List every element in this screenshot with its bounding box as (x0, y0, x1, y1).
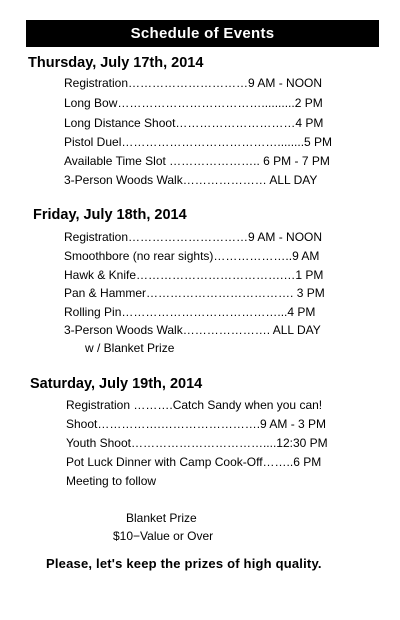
event-row: Shoot…………….…………………….9 AM - 3 PM (66, 417, 327, 431)
event-row: Long Distance Shoot…………………………4 PM (64, 116, 324, 130)
event-row: Youth Shoot……………………………....12:30 PM (66, 436, 328, 450)
event-row: Rolling Pin…………………………………...4 PM (64, 305, 316, 319)
event-row: Registration ……….Catch Sandy when you can! (66, 398, 323, 412)
event-row: Registration…………………………9 AM - NOON (64, 230, 323, 244)
footer-note: Please, let's keep the prizes of high quality. (46, 556, 322, 571)
event-note: w / Blanket Prize (85, 341, 175, 355)
day-title-friday: Friday, July 18th, 2014 (33, 207, 187, 223)
event-row: 3-Person Woods Walk…………………. ALL DAY (64, 323, 321, 337)
event-row: Pot Luck Dinner with Camp Cook-Off……..6 PM (66, 455, 322, 469)
event-row: Pan & Hammer………………………………. 3 PM (64, 286, 325, 300)
event-row: Smoothbore (no rear sights)………………..9 AM (64, 249, 320, 263)
event-row: Registration…………………………9 AM - NOON (64, 76, 323, 90)
event-row: Available Time Slot ………………….. 6 PM - 7 PM (64, 154, 330, 168)
prize-value: $10−Value or Over (113, 529, 214, 543)
schedule-header: Schedule of Events (26, 20, 379, 47)
event-row: Long Bow………………………………..........2 PM (64, 96, 323, 110)
event-row: Hawk & Knife……………………………….…1 PM (64, 268, 324, 282)
prize-title: Blanket Prize (126, 511, 197, 525)
event-row: Meeting to follow (66, 474, 157, 488)
day-title-saturday: Saturday, July 19th, 2014 (30, 376, 203, 392)
event-row: 3-Person Woods Walk………………… ALL DAY (64, 173, 318, 187)
event-row: Pistol Duel…………………………………........5 PM (64, 135, 333, 149)
day-title-thursday: Thursday, July 17th, 2014 (28, 55, 204, 71)
